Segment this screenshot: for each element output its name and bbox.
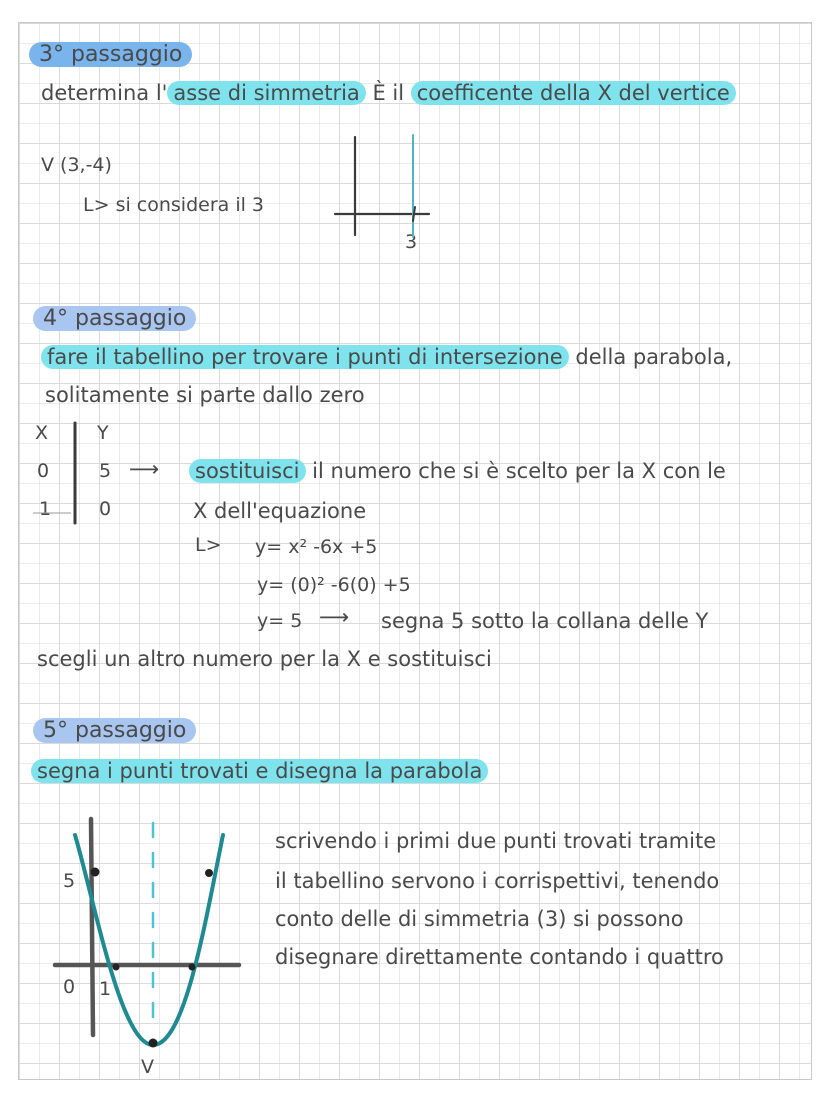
vertex-label: V (3,-4) [41, 154, 112, 176]
equation-3: y= 5 [257, 610, 303, 632]
arrow-right-icon: ⟶ [129, 457, 160, 481]
step4-highlight-table: fare il tabellino per trovare i punti di intersezione [41, 345, 569, 369]
step5-text-line: il tabellino servono i corrispettivi, tenendo [275, 869, 720, 893]
choose-another-line: scegli un altro numero per la X e sostituisci [37, 647, 492, 671]
table-header-y: Y [97, 422, 109, 444]
table-cell: 1 [39, 498, 52, 520]
step3-highlight-axis: asse di simmetria [167, 81, 365, 105]
notebook-page [18, 22, 812, 1080]
table-cell: 0 [99, 498, 112, 520]
equation-2: y= (0)² -6(0) +5 [257, 574, 411, 596]
step5-text-line: disegnare direttamente contando i quattro [275, 945, 724, 969]
substitute-line2: X dell'equazione [193, 499, 367, 523]
graph-label-x1: 1 [99, 978, 112, 1000]
step4-title-highlight: 4° passaggio [33, 306, 196, 331]
graph-label-origin: 0 [63, 976, 76, 998]
step4-line1-rest: della parabola, [568, 345, 733, 369]
arrow-right-icon: ⟶ [319, 605, 350, 629]
equation-3-note: segna 5 sotto la collana delle Y [381, 609, 709, 633]
parabola-graph [55, 819, 239, 1048]
table-divider [33, 423, 75, 523]
arrow-hook-icon: L> [195, 534, 222, 556]
arrow-hook-icon: L> [83, 194, 110, 216]
step5-highlight: segna i punti trovati e disegna la parabola [31, 759, 488, 783]
symmetry-axis-sketch [335, 135, 429, 237]
substitute-highlight: sostituisci [189, 459, 306, 483]
step3-title-highlight: 3° passaggio [29, 42, 192, 67]
table-cell: 0 [37, 460, 50, 482]
drawings-overlay [19, 23, 811, 1079]
table-cell: 5 [99, 460, 112, 482]
step5-title-highlight: 5° passaggio [33, 718, 196, 743]
consider-text: si considera il 3 [115, 194, 264, 216]
substitute-rest: il numero che si è scelto per la X con le [305, 459, 726, 483]
step3-text-b: È il [365, 81, 411, 105]
step4-line2: solitamente si parte dallo zero [45, 383, 365, 407]
table-header-x: X [35, 422, 49, 444]
step5-text-line: conto delle di simmetria (3) si possono [275, 907, 684, 931]
graph-label-vertex: V [141, 1056, 154, 1078]
step3-text-a: determina l' [41, 81, 168, 105]
axis-tick-label: 3 [405, 231, 418, 253]
equation-1: y= x² -6x +5 [255, 536, 378, 558]
graph-label-y5: 5 [63, 870, 76, 892]
step5-text-line: scrivendo i primi due punti trovati tramite [275, 829, 717, 853]
step3-highlight-coefficient: coefficente della X del vertice [411, 81, 736, 105]
